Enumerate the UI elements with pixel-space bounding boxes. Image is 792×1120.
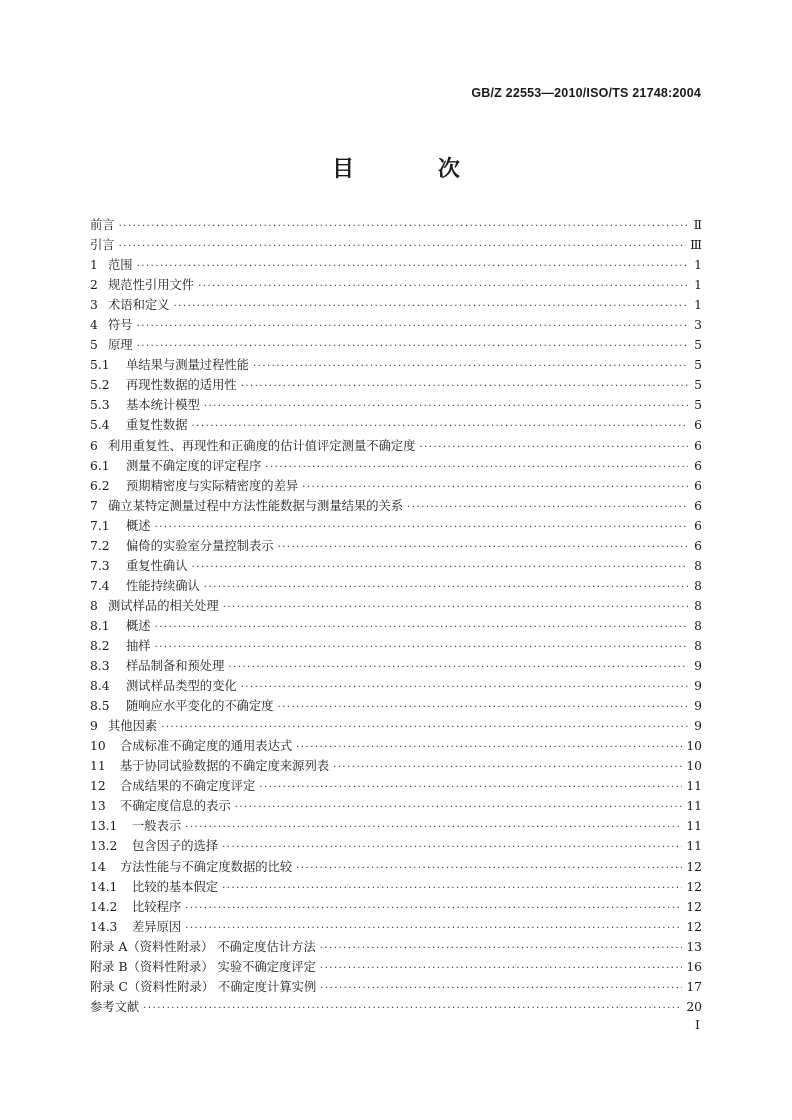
toc-entry-page: 6	[694, 518, 702, 533]
dot-leader	[296, 863, 682, 874]
toc-entry-number: 7.4	[90, 578, 110, 593]
toc-entry-label: 偏倚的实验室分量控制表示	[126, 538, 274, 553]
toc-entry[interactable]	[90, 997, 702, 1017]
toc-entry-label: 重复性数据	[126, 418, 188, 433]
dot-leader	[259, 782, 682, 793]
toc-entry[interactable]	[90, 335, 702, 355]
toc-entry-label: 其他因素	[108, 719, 158, 734]
toc-entry-number: 8.5	[90, 699, 110, 714]
toc-entry-number: 1	[90, 258, 98, 273]
dot-leader	[185, 822, 682, 833]
dot-leader	[222, 842, 682, 853]
toc-entry[interactable]	[90, 355, 702, 375]
toc-entry[interactable]	[90, 315, 702, 335]
toc-entry-number: 7	[90, 498, 98, 513]
toc-entry-page: 6	[694, 498, 702, 513]
toc-entry-number: 4	[90, 318, 98, 333]
toc-entry-label: 不确定度信息的表示	[120, 799, 231, 814]
toc-entry[interactable]	[90, 536, 702, 556]
toc-entry-label: 测量不确定度的评定程序	[126, 458, 262, 473]
toc-entry-number: 6	[90, 438, 98, 453]
toc-entry-number: 13	[90, 799, 106, 814]
toc-entry[interactable]	[90, 897, 702, 917]
toc-entry[interactable]	[90, 616, 702, 636]
dot-leader	[241, 381, 688, 392]
toc-entry-number: 7.3	[90, 558, 110, 573]
toc-entry-label: 原理	[108, 338, 133, 353]
toc-entry-label: 随响应水平变化的不确定度	[126, 699, 274, 714]
dot-leader	[302, 482, 688, 493]
dot-leader	[174, 301, 689, 312]
toc-entry-page: 9	[694, 679, 702, 694]
toc-entry-page: Ⅱ	[693, 218, 702, 232]
toc-entry-page: 6	[694, 458, 702, 473]
toc-entry[interactable]	[90, 215, 702, 235]
toc-entry[interactable]	[90, 576, 702, 596]
toc-entry-number: 6.2	[90, 478, 110, 493]
toc-entry-number: 11	[90, 759, 106, 774]
toc-entry-page: 6	[694, 538, 702, 553]
toc-entry-label: 符号	[108, 318, 133, 333]
dot-leader	[241, 682, 688, 693]
toc-entry-label: 前言	[90, 218, 115, 232]
toc-entry[interactable]	[90, 776, 702, 796]
toc-entry[interactable]	[90, 516, 702, 536]
dot-leader	[419, 442, 688, 453]
dot-leader	[137, 341, 688, 352]
toc-entry-number: 9	[90, 719, 98, 734]
toc-entry[interactable]	[90, 977, 702, 997]
toc-entry-page: 8	[694, 598, 702, 613]
toc-entry[interactable]	[90, 556, 702, 576]
toc-entry-page: 17	[686, 979, 702, 994]
dot-leader	[185, 903, 682, 914]
toc-entry-page: 8	[694, 618, 702, 633]
toc-entry[interactable]	[90, 696, 702, 716]
toc-entry-page: 20	[686, 999, 702, 1014]
toc-entry-label: 包含因子的选择	[132, 839, 219, 854]
dot-leader	[265, 462, 688, 473]
toc-entry-page: 5	[694, 378, 702, 393]
toc-entry-page: 12	[686, 859, 702, 874]
toc-entry-label: 方法性能与不确定度数据的比较	[120, 859, 293, 874]
toc-entry-label: 测试样品类型的变化	[126, 679, 237, 694]
toc-entry-page: 12	[686, 919, 702, 934]
table-of-contents	[90, 215, 702, 1017]
toc-entry[interactable]	[90, 676, 702, 696]
toc-entry-page: 11	[686, 839, 702, 854]
dot-leader	[320, 943, 683, 954]
dot-leader	[192, 421, 689, 432]
toc-entry-page: 11	[686, 799, 702, 814]
toc-entry[interactable]	[90, 937, 702, 957]
dot-leader	[228, 662, 688, 673]
dot-leader	[253, 361, 688, 372]
toc-entry[interactable]	[90, 456, 702, 476]
toc-entry-label: 术语和定义	[108, 298, 170, 313]
toc-entry-number: 8.4	[90, 679, 110, 694]
dot-leader	[161, 722, 688, 733]
dot-leader	[333, 762, 682, 773]
toc-entry-page: 5	[694, 398, 702, 413]
toc-entry-label: 引言	[90, 238, 115, 253]
dot-leader	[204, 401, 688, 412]
dot-leader	[119, 241, 687, 252]
toc-entry-label: 概述	[126, 618, 151, 633]
toc-entry[interactable]	[90, 796, 702, 816]
toc-entry-label: 附录 C（资料性附录） 不确定度计算实例	[90, 979, 317, 994]
dot-leader	[296, 742, 682, 753]
toc-entry-number: 5.3	[90, 398, 110, 413]
page-title: 目 次	[332, 157, 498, 182]
toc-entry[interactable]	[90, 917, 702, 937]
toc-entry-label: 参考文献	[90, 999, 140, 1014]
toc-entry-page: 6	[694, 438, 702, 453]
dot-leader	[320, 963, 682, 974]
toc-entry-number: 14.1	[90, 879, 118, 894]
dot-leader	[137, 261, 688, 272]
dot-leader	[222, 883, 682, 894]
toc-entry-label: 范围	[108, 258, 133, 273]
toc-entry-page: 8	[694, 638, 702, 653]
toc-entry-page: 12	[686, 899, 702, 914]
toc-entry-page: 8	[694, 578, 702, 593]
toc-entry-page: 8	[694, 558, 702, 573]
toc-entry-page: 6	[694, 418, 702, 433]
toc-entry-label: 比较程序	[132, 899, 182, 914]
toc-entry[interactable]	[90, 415, 702, 435]
toc-entry[interactable]	[90, 255, 702, 275]
toc-entry-number: 3	[90, 298, 98, 313]
toc-entry-page: Ⅲ	[690, 238, 702, 253]
dot-leader	[155, 642, 688, 653]
toc-entry-label: 概述	[126, 518, 151, 533]
toc-entry-page: 5	[694, 338, 702, 353]
toc-entry[interactable]	[90, 295, 702, 315]
toc-entry-number: 12	[90, 779, 106, 794]
toc-entry-page: 1	[694, 298, 702, 313]
toc-entry[interactable]	[90, 957, 702, 977]
toc-entry-label: 预期精密度与实际精密度的差异	[126, 478, 299, 493]
dot-leader	[278, 542, 688, 553]
toc-entry-number: 5.2	[90, 378, 110, 393]
toc-entry[interactable]	[90, 816, 702, 836]
toc-entry-number: 8	[90, 598, 98, 613]
dot-leader	[198, 281, 688, 292]
toc-entry-label: 差异原因	[132, 919, 182, 934]
toc-entry-label: 单结果与测量过程性能	[126, 358, 249, 373]
toc-entry-label: 测试样品的相关处理	[108, 598, 219, 613]
toc-entry-label: 一般表示	[132, 819, 182, 834]
toc-entry[interactable]	[90, 656, 702, 676]
toc-entry-label: 基于协同试验数据的不确定度来源列表	[120, 759, 330, 774]
toc-entry-label: 抽样	[126, 638, 151, 653]
toc-entry[interactable]	[90, 395, 702, 415]
dot-leader	[155, 522, 688, 533]
toc-entry[interactable]	[90, 275, 702, 295]
toc-entry-label: 基本统计模型	[126, 398, 200, 413]
toc-entry[interactable]	[90, 857, 702, 877]
toc-entry-number: 7.2	[90, 538, 110, 553]
dot-leader	[143, 1003, 682, 1014]
toc-entry-page: 1	[694, 258, 702, 273]
toc-entry-page: 3	[694, 318, 702, 333]
dot-leader	[278, 702, 688, 713]
toc-entry-label: 重复性确认	[126, 558, 188, 573]
toc-entry-label: 附录 B（资料性附录） 实验不确定度评定	[90, 959, 316, 974]
toc-entry-number: 8.3	[90, 659, 110, 674]
dot-leader	[185, 923, 682, 934]
dot-leader	[235, 802, 683, 813]
toc-entry-label: 比较的基本假定	[132, 879, 219, 894]
toc-entry-page: 6	[694, 478, 702, 493]
toc-entry-number: 8.1	[90, 618, 110, 633]
toc-entry[interactable]	[90, 736, 702, 756]
toc-entry-number: 14	[90, 859, 106, 874]
toc-entry-label: 再现性数据的适用性	[126, 378, 237, 393]
toc-entry-number: 7.1	[90, 518, 110, 533]
toc-entry[interactable]	[90, 496, 702, 516]
toc-entry-page: 16	[686, 959, 702, 974]
toc-entry-number: 8.2	[90, 638, 110, 653]
toc-entry-number: 5	[90, 338, 98, 353]
toc-entry[interactable]	[90, 716, 702, 736]
dot-leader	[320, 983, 682, 994]
toc-entry-number: 6.1	[90, 458, 110, 473]
toc-entry-number: 14.2	[90, 899, 118, 914]
dot-leader	[119, 221, 688, 232]
toc-entry-label: 样品制备和预处理	[126, 659, 225, 674]
toc-entry-label: 性能持续确认	[126, 578, 200, 593]
toc-entry-label: 规范性引用文件	[108, 278, 195, 293]
toc-entry[interactable]	[90, 877, 702, 897]
toc-entry-page: 13	[686, 939, 702, 954]
toc-entry[interactable]	[90, 235, 702, 255]
toc-entry-page: 9	[694, 719, 702, 734]
toc-entry-label: 合成标准不确定度的通用表达式	[120, 739, 293, 754]
toc-entry[interactable]	[90, 596, 702, 616]
toc-entry-number: 13.2	[90, 839, 118, 854]
toc-entry-label: 利用重复性、再现性和正确度的估计值评定测量不确定度	[108, 438, 416, 453]
toc-entry-number: 14.3	[90, 919, 118, 934]
toc-entry-page: 11	[686, 779, 702, 794]
standard-code: GB/Z 22553—2010/ISO/TS 21748:2004	[471, 86, 701, 100]
toc-entry-page: 5	[694, 358, 702, 373]
dot-leader	[223, 602, 688, 613]
toc-entry-number: 2	[90, 278, 98, 293]
toc-entry-label: 确立某特定测量过程中方法性能数据与测量结果的关系	[108, 498, 404, 513]
dot-leader	[192, 562, 689, 573]
dot-leader	[155, 622, 688, 633]
page-number: I	[695, 1017, 700, 1032]
toc-entry-number: 10	[90, 739, 106, 754]
toc-entry-number: 5.1	[90, 358, 110, 373]
toc-entry[interactable]	[90, 436, 702, 456]
dot-leader	[204, 582, 688, 593]
dot-leader	[407, 502, 688, 513]
toc-entry-page: 12	[686, 879, 702, 894]
toc-entry[interactable]	[90, 636, 702, 656]
toc-entry[interactable]	[90, 756, 702, 776]
toc-entry-page: 10	[686, 759, 702, 774]
toc-entry[interactable]	[90, 476, 702, 496]
toc-entry-number: 13.1	[90, 819, 118, 834]
toc-entry-page: 11	[686, 819, 702, 834]
toc-entry-label: 附录 A（资料性附录） 不确定度估计方法	[90, 939, 316, 954]
toc-entry-page: 1	[694, 278, 702, 293]
toc-entry[interactable]	[90, 836, 702, 856]
toc-entry-page: 9	[694, 699, 702, 714]
toc-entry-page: 10	[686, 739, 702, 754]
toc-entry-page: 9	[694, 659, 702, 674]
dot-leader	[137, 321, 688, 332]
toc-entry-number: 5.4	[90, 418, 110, 433]
toc-entry-label: 合成结果的不确定度评定	[120, 779, 256, 794]
toc-entry[interactable]	[90, 375, 702, 395]
